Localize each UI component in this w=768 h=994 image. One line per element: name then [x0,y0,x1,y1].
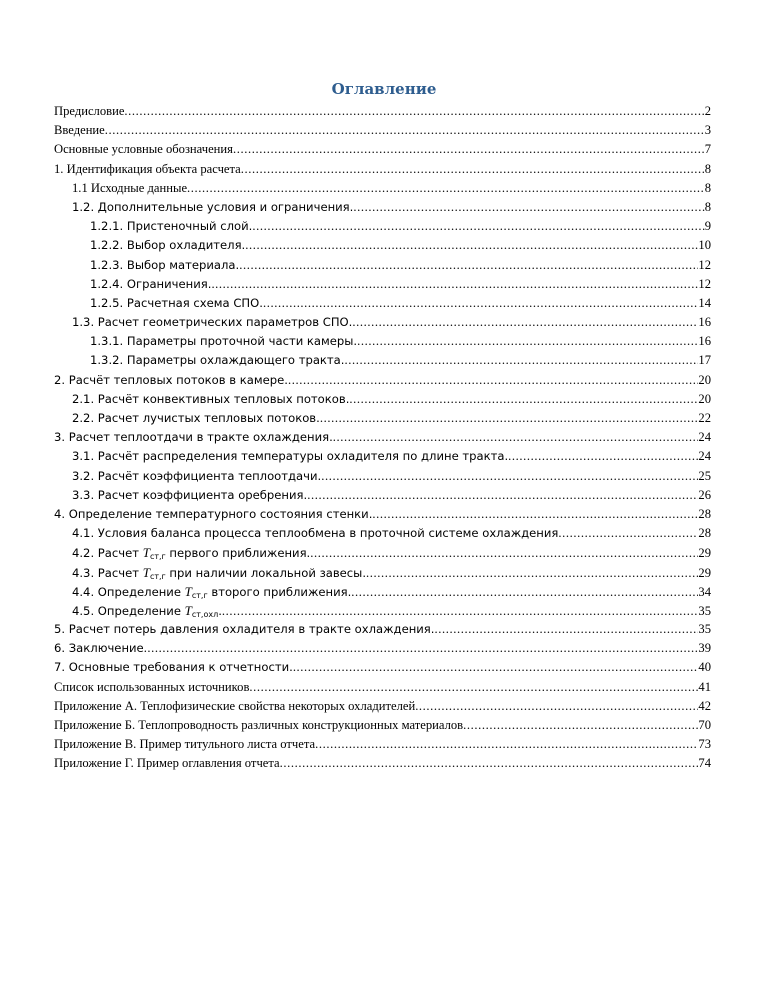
toc-entry-subscript: ст,г [149,571,166,581]
toc-page-number: 17 [698,353,711,368]
toc-entry-label-suffix: первого приближения. [165,546,311,561]
toc-dot-leader [351,583,698,601]
toc-page-number: 28 [698,506,711,521]
toc-entry-symbol: T [184,583,192,599]
toc-dot-leader [463,716,698,735]
toc-entry-label: Приложение В. Пример титульного листа отчета [54,737,316,752]
toc-dot-leader [353,198,704,217]
toc-dot-leader [558,524,698,543]
toc-page-number: 14 [698,295,711,310]
toc-entry-label: Основные условные обозначения [54,142,233,157]
toc-page-number: 34 [698,584,711,599]
toc-entry-label: 4. Определение температурного состояния стенки. [54,506,373,521]
toc-dot-leader [241,160,705,179]
toc-entry[interactable] [54,754,711,773]
toc-dot-leader [415,697,698,716]
toc-entry-label: Приложение А. Теплофизические свойства некоторых охладителей [54,698,416,713]
toc-page-number: 74 [698,756,711,771]
toc-entry[interactable] [54,256,711,275]
toc-dot-leader [310,544,698,562]
toc-dot-leader [333,428,699,447]
toc-entry-label: Введение [54,123,105,138]
toc-page-number: 24 [698,430,711,445]
toc-entry-label: 3. Расчет теплоотдачи в тракте охлаждения. [54,430,333,445]
toc-dot-leader [105,121,705,140]
toc-title: Оглавление [331,80,437,98]
toc-dot-leader [434,620,698,639]
toc-page-number: 16 [698,334,711,349]
toc-dot-leader [245,236,698,255]
toc-entry-label: Приложение Г. Пример оглавления отчета [54,756,280,771]
toc-dot-leader [321,467,698,486]
toc-entry[interactable] [54,275,711,294]
toc-entry[interactable] [54,102,711,121]
toc-entry-label: 4.1. Условия баланса процесса теплообмена в проточной системе охлаждения [72,526,559,541]
toc-entry-label: 1.2.4. Ограничения. [90,276,212,291]
toc-entry[interactable] [54,428,711,447]
toc-entry-label: 1.2.2. Выбор охладителя. [90,238,246,253]
toc-page-number: 7 [704,142,711,157]
toc-dot-leader [320,409,699,428]
toc-entry[interactable] [54,697,711,716]
toc-entry[interactable] [54,351,711,370]
toc-entry-label: Приложение Б. Теплопроводность различных конструкционных материалов [54,718,464,732]
toc-entry-label [72,543,310,562]
toc-entry-label: 1.3.2. Параметры охлаждающего тракта. [90,353,345,368]
toc-dot-leader [508,447,698,466]
toc-entry-label: 1.2.3. Выбор материала. [90,257,240,272]
toc-entry[interactable] [54,121,711,140]
toc-entry[interactable] [54,735,711,754]
toc-entry-label [72,563,366,582]
toc-page-number: 12 [698,276,711,291]
toc-entry[interactable] [54,313,711,332]
toc-dot-leader [349,390,698,409]
toc-entry-label: 5. Расчет потерь давления охладителя в тракте охлаждения. [54,622,435,637]
toc-entry-label-prefix: 4.5. Определение [72,603,185,618]
toc-entry[interactable] [54,658,711,677]
toc-entry[interactable] [54,179,711,198]
toc-entry[interactable] [54,524,711,543]
toc-dot-leader [344,351,698,370]
toc-entry-label-prefix: 4.2. Расчет [72,546,143,561]
toc-entry[interactable] [54,582,711,601]
toc-entry[interactable] [54,716,711,735]
toc-entry-label [72,601,222,620]
toc-entry-label: 6. Заключение [54,641,144,656]
toc-page-number: 20 [698,391,711,406]
toc-dot-leader [315,735,698,754]
toc-page-number: 9 [704,219,711,234]
toc-dot-leader [372,505,698,524]
toc-entry-label: 3.3. Расчет коэффициента оребрения. [72,487,308,502]
toc-entry[interactable] [54,140,711,159]
toc-entry[interactable] [54,620,711,639]
toc-entry[interactable] [54,160,711,179]
toc-page-number: 29 [698,546,711,561]
toc-entry[interactable] [54,467,711,486]
toc-entry-label: Список использованных источников [54,679,250,694]
toc-page-number: 16 [698,315,711,330]
toc-entry-label: 1.3.1. Параметры проточной части камеры. [90,334,358,349]
toc-entry-label [72,582,351,601]
toc-entry-symbol: T [142,564,150,580]
toc-entry[interactable] [54,236,711,255]
toc-page-number: 35 [698,622,711,637]
toc-entry-subscript: ст,г [191,590,208,600]
toc-entry-label: 1.2. Дополнительные условия и ограничения. [72,199,354,214]
toc-page-number: 28 [698,526,711,541]
toc-page-number: 12 [698,257,711,272]
toc-page-number: 25 [698,468,711,483]
toc-entry-label-prefix: 4.3. Расчет [72,565,143,580]
toc-entry-label: 1.2.5. Расчетная схема СПО. [90,295,263,310]
toc-entry-label-suffix: второго приближения. [207,584,352,599]
toc-page-number: 8 [704,199,711,214]
toc-dot-leader [357,332,698,351]
toc-page-number: 20 [698,372,711,387]
toc-entry[interactable] [54,217,711,236]
toc-entry-symbol: T [142,545,150,561]
toc-entry[interactable] [54,678,711,697]
toc-entry-label-suffix: . [218,603,222,618]
toc-page-number: 29 [698,565,711,580]
toc-page-number: 41 [698,679,711,694]
toc-page-number: 8 [704,180,711,195]
toc-dot-leader [144,639,699,658]
toc-entry[interactable] [54,543,711,562]
toc-entry[interactable] [54,294,711,313]
toc-entry-label: Предисловие [54,104,125,118]
toc-entry[interactable] [54,639,711,658]
toc-entry[interactable] [54,332,711,351]
toc-entry[interactable] [54,371,711,390]
toc-page-number: 35 [698,603,711,618]
toc-entry-label: 1.1 Исходные данные [72,180,188,195]
toc-dot-leader [124,102,704,121]
toc-dot-leader [222,602,699,620]
toc-page-number: 70 [698,718,711,732]
toc-dot-leader [280,754,699,773]
toc-dot-leader [366,564,698,582]
toc-entry-label: 2.2. Расчет лучистых тепловых потоков. [72,411,320,425]
toc-entry[interactable] [54,198,711,217]
toc-entry-subscript: ст,г [149,552,166,562]
toc-dot-leader [307,486,698,505]
toc-entry-label: 2.1. Расчёт конвективных тепловых потоков. [72,391,350,406]
toc-dot-leader [352,313,698,332]
toc-page-number: 10 [698,238,711,253]
toc-page-number: 73 [698,737,711,752]
toc-entry[interactable] [54,409,711,428]
toc-entry[interactable] [54,447,711,466]
toc-page-number: 8 [704,161,711,176]
toc-entry-label-suffix: при наличии локальной завесы. [165,565,367,580]
toc-list [54,102,711,774]
toc-entry-label: 7. Основные требования к отчетности. [54,660,293,675]
toc-page-number: 39 [698,641,711,656]
toc-entry-subscript: ст,охл [191,609,219,619]
toc-entry[interactable] [54,505,711,524]
toc-page-number: 26 [698,487,711,502]
toc-page-number: 2 [704,104,711,118]
toc-entry-symbol: T [184,602,192,618]
toc-dot-leader [288,371,698,390]
toc-entry[interactable] [54,390,711,409]
toc-entry[interactable] [54,601,711,620]
toc-entry[interactable] [54,486,711,505]
toc-entry-label: 1. Идентификация объекта расчета [54,161,241,176]
toc-dot-leader [293,658,699,677]
toc-entry-label: 1.3. Расчет геометрических параметров СПО. [72,315,353,330]
toc-entry-label: 3.2. Расчёт коэффициента теплоотдачи. [72,468,322,483]
toc-entry-label: 2. Расчёт тепловых потоков в камере. [54,372,288,387]
toc-entry-label-prefix: 4.4. Определение [72,584,185,599]
toc-entry-label: 1.2.1. Пристеночный слой. [90,219,253,234]
toc-dot-leader [187,179,705,198]
toc-page-number: 42 [698,698,711,713]
toc-page-number: 3 [704,123,711,138]
toc-page-number: 22 [698,411,711,425]
toc-dot-leader [233,140,705,159]
toc-page-number: 40 [698,660,711,675]
toc-entry-label: 3.1. Расчёт распределения температуры охладителя по длине тракта. [72,449,509,464]
toc-dot-leader [252,217,704,236]
toc-entry[interactable] [54,563,711,582]
toc-page-number: 24 [698,449,711,464]
toc-dot-leader [263,294,698,313]
toc-dot-leader [239,256,698,275]
toc-dot-leader [249,678,698,697]
toc-dot-leader [211,275,698,294]
